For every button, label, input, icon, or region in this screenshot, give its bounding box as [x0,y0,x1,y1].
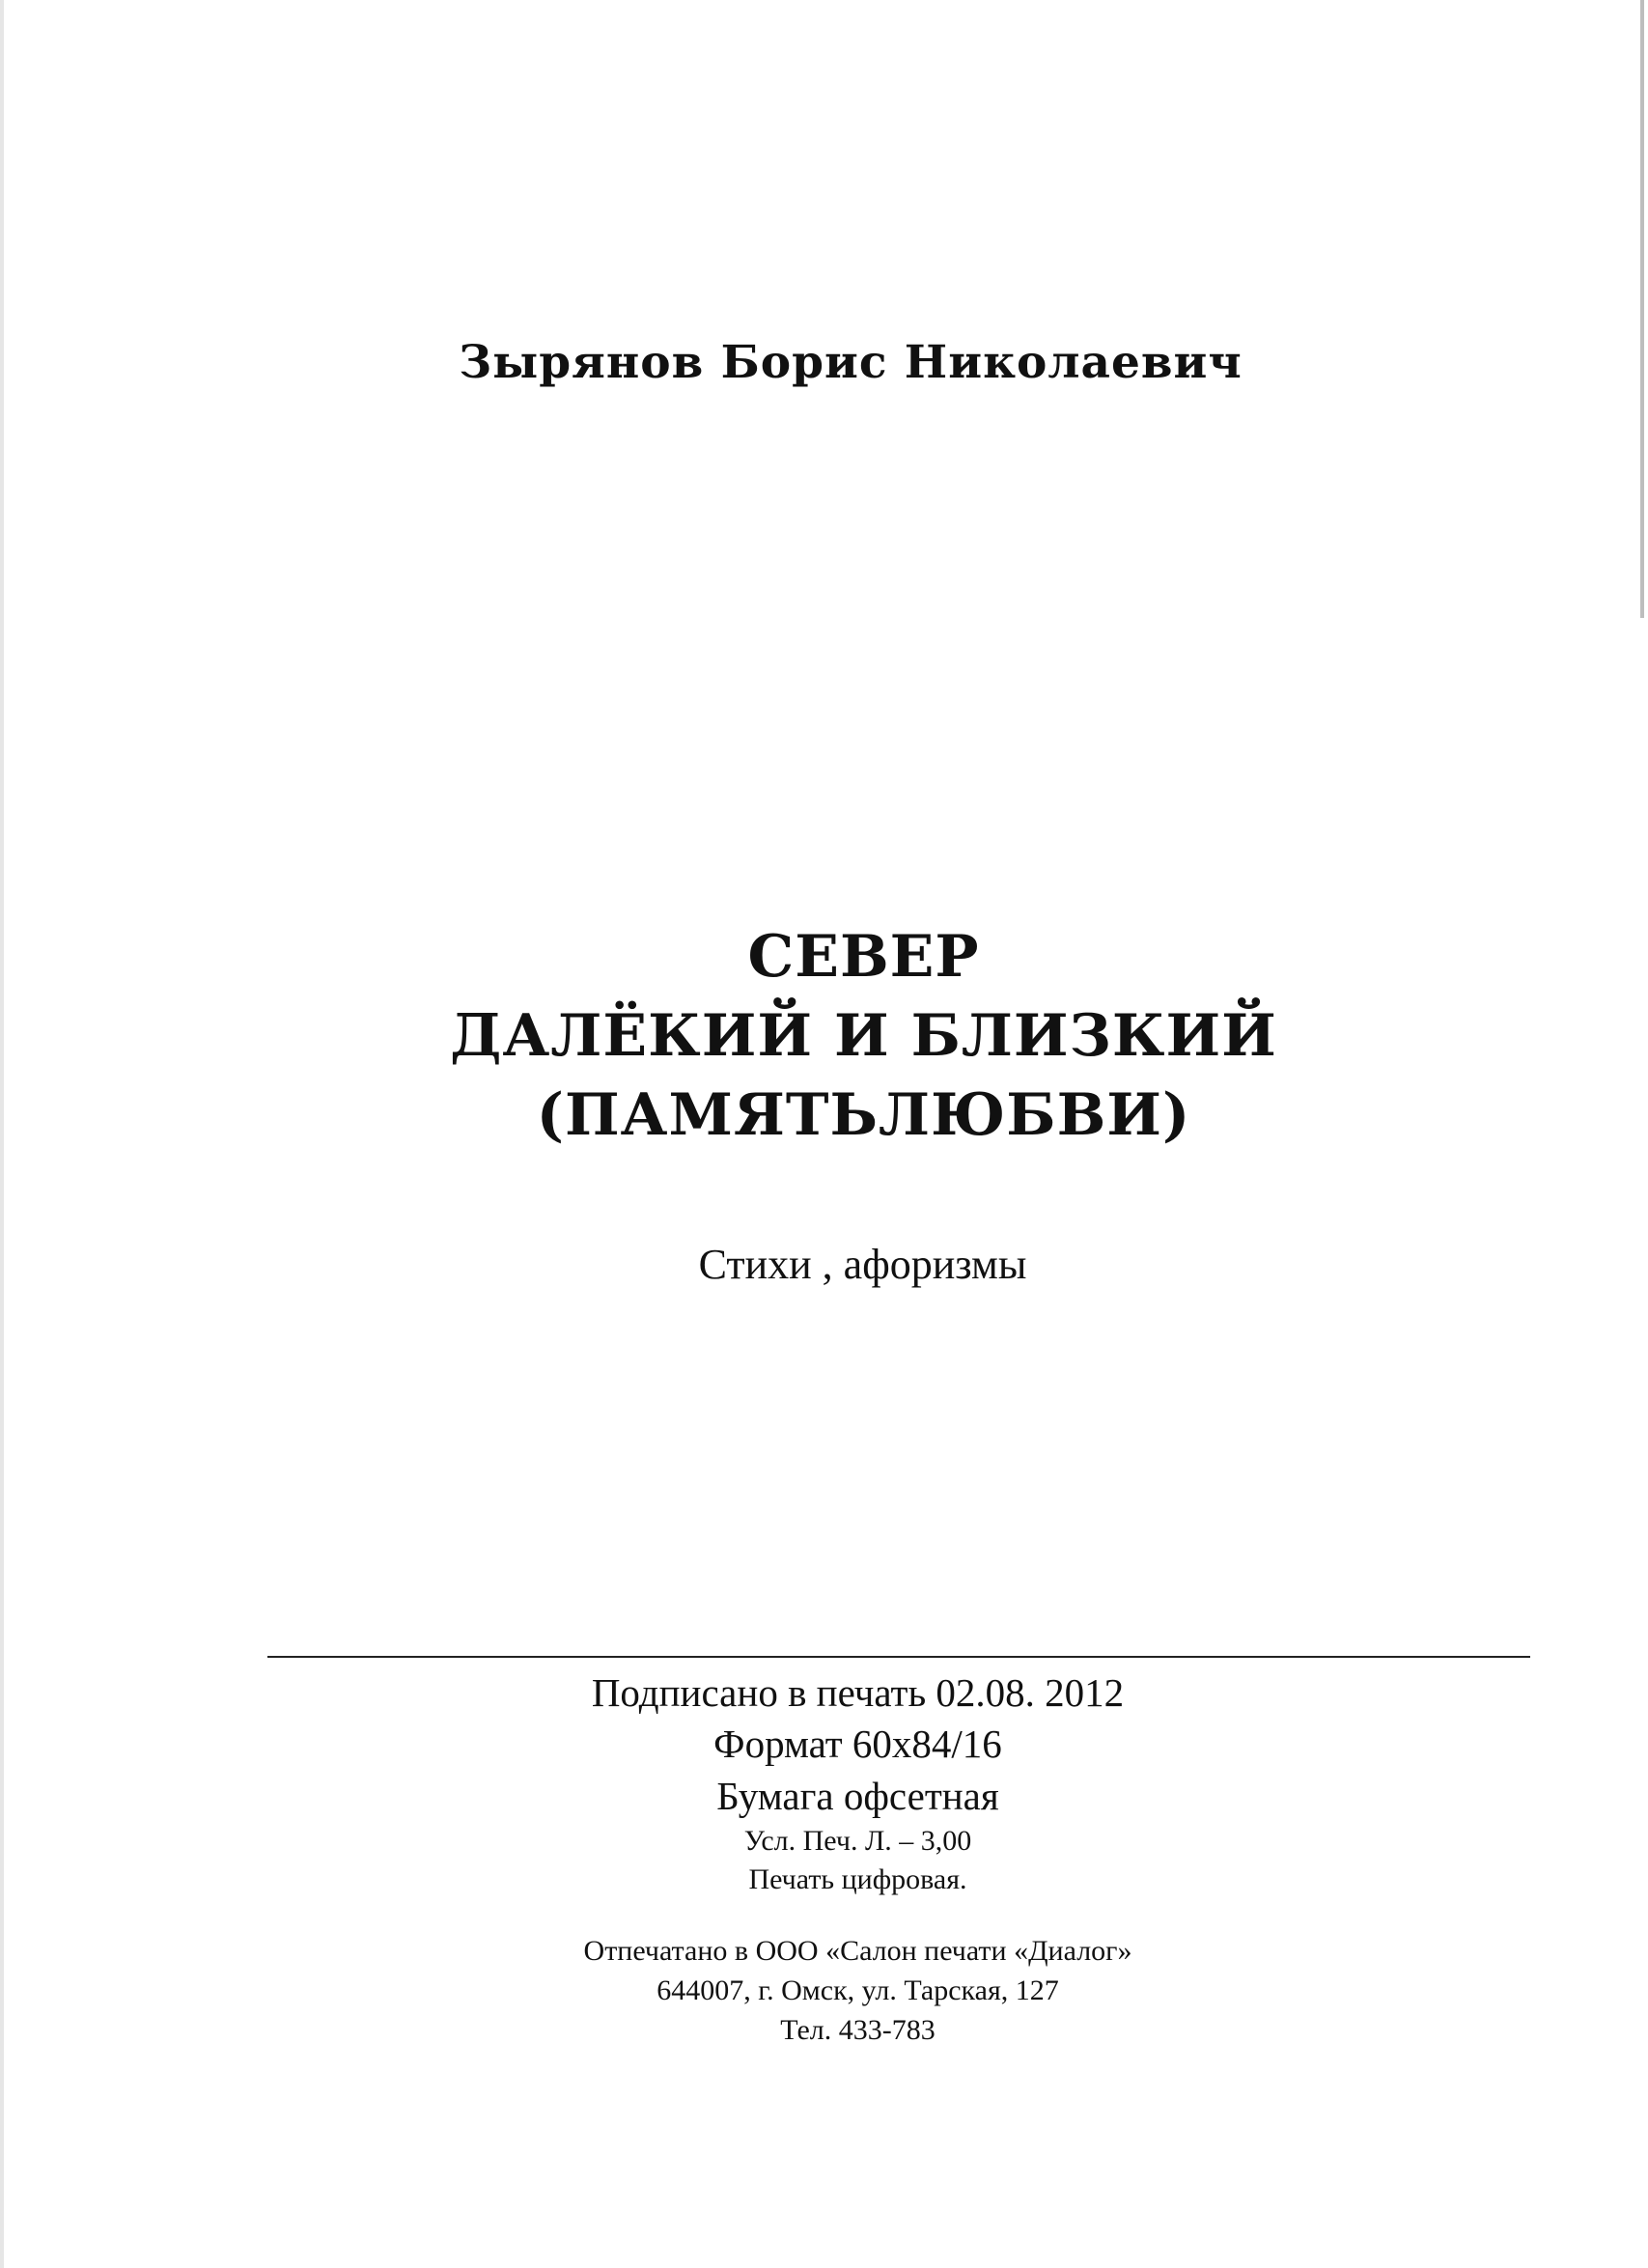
printer-details [0,1931,1648,2050]
printer-phone: Тел. 433-783 [780,2014,936,2046]
title-line-3: (ПАМЯТЬЛЮБВИ) [536,1081,1191,1149]
scan-edge-right [1640,0,1644,618]
paper-format: Формат 60x84/16 [713,1722,1002,1766]
book-title [0,917,1648,1155]
author-name: Зырянов Борис Николаевич [459,336,1243,389]
horizontal-divider [267,1656,1530,1658]
publication-details [0,1667,1648,1899]
printing-method: Печать цифровая. [748,1863,967,1895]
paper-type: Бумага офсетная [716,1774,999,1818]
signed-for-print: Подписано в печать 02.08. 2012 [591,1670,1125,1715]
printed-sheets: Усл. Печ. Л. – 3,00 [743,1825,972,1857]
printer-address: 644007, г. Омск, ул. Тарская, 127 [656,1974,1059,2006]
book-subtitle: Стихи , афоризмы [698,1241,1027,1288]
title-line-1: СЕВЕР [747,923,980,991]
title-line-2: ДАЛЁКИЙ И БЛИЗКИЙ [450,1002,1277,1070]
printer-name: Отпечатано в ООО «Салон печати «Диалог» [583,1935,1132,1967]
